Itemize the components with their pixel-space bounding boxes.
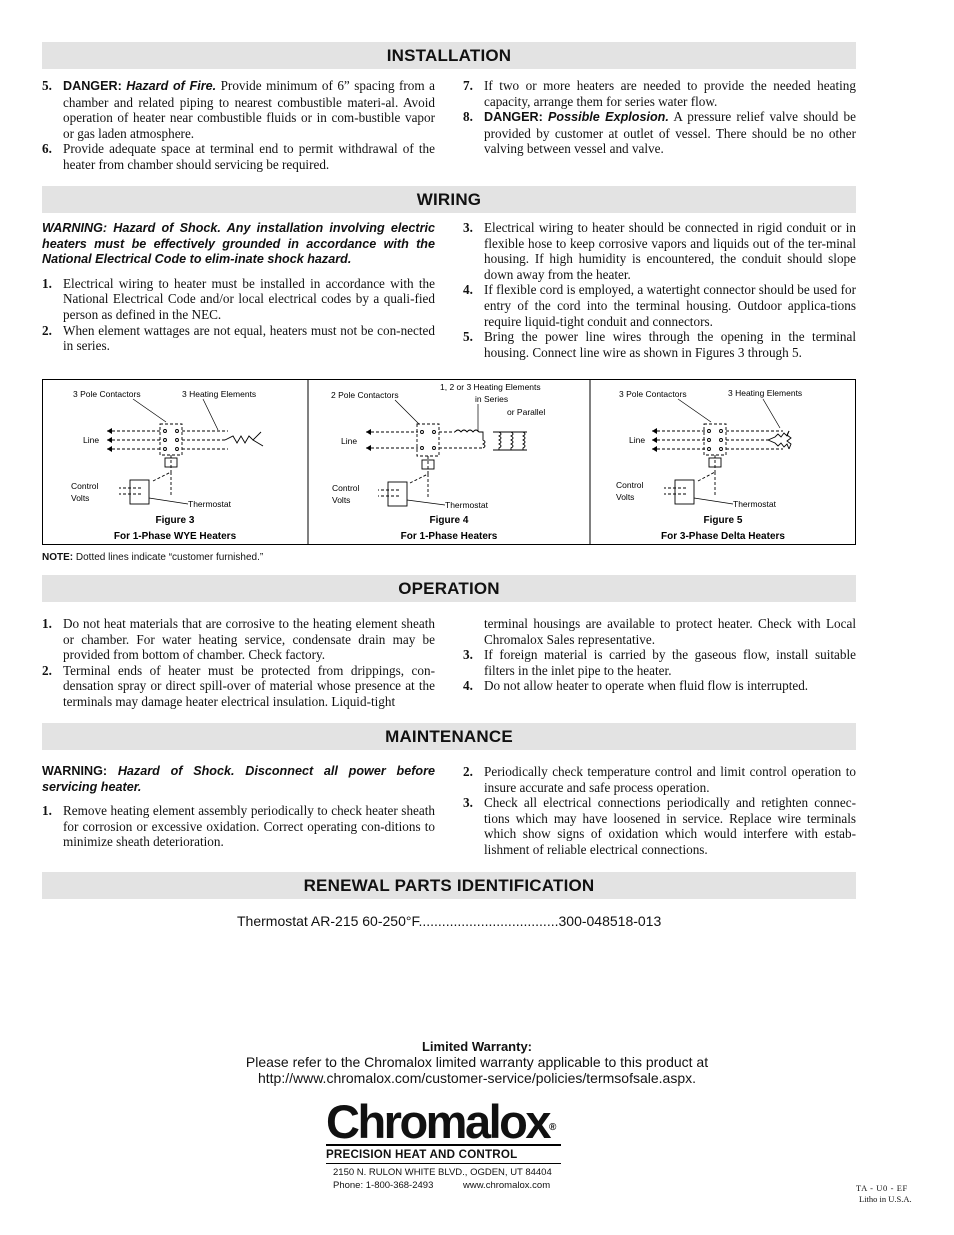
registered-mark: ® bbox=[549, 1122, 557, 1133]
svg-text:2 Pole Contactors: 2 Pole Contactors bbox=[331, 390, 399, 400]
wiring-item-1: 1. Electrical wiring to heater must be installed in accordance with the National Electrical Code and/or local electrical codes by a quali-fied person as defined in the NEC. bbox=[42, 275, 435, 322]
svg-text:Line: Line bbox=[341, 436, 358, 446]
renewal-parts-header: RENEWAL PARTS IDENTIFICATION bbox=[42, 872, 856, 899]
svg-text:Thermostat: Thermostat bbox=[188, 499, 231, 509]
wiring-warning: WARNING: Hazard of Shock. Any installation involving electric heaters must be effectively grounded in accordance with the National Electrical Code to elim-inate shock hazard. bbox=[42, 221, 435, 267]
document-code: TA - U0 - EF bbox=[856, 1183, 908, 1193]
svg-text:Thermostat: Thermostat bbox=[445, 500, 488, 510]
renewal-part-line: Thermostat AR-215 60-250°F....................................300-048518-013 bbox=[237, 913, 662, 929]
svg-text:For 1-Phase WYE Heaters: For 1-Phase WYE Heaters bbox=[113, 531, 237, 542]
wiring-right-column bbox=[463, 220, 856, 360]
wiring-header: WIRING bbox=[42, 186, 856, 213]
maintenance-header: MAINTENANCE bbox=[42, 723, 856, 750]
warranty-title: Limited Warranty: bbox=[421, 1039, 533, 1054]
warranty-text-line-2: http://www.chromalox.com/customer-service/policies/termsofsale.aspx. bbox=[257, 1070, 697, 1086]
operation-item-1: 1. Do not heat materials that are corrosive to the heating element sheath or chamber. For water heating service, condensate drain may be provided from bottom of chamber. Check factory. bbox=[42, 616, 435, 663]
maintenance-item-3: 3. Check all electrical connections periodically and retighten connec-tions which may have loosened in service. Replace wire terminals which show signs of oxidation which would interfere with estab-lishment of reliable electrical connections. bbox=[463, 795, 856, 857]
litho-note: Litho in U.S.A. bbox=[859, 1194, 912, 1204]
installation-header: INSTALLATION bbox=[42, 42, 856, 69]
svg-text:Control: Control bbox=[332, 483, 360, 493]
installation-item-7: 7. If two or more heaters are needed to provide the needed heating capacity, arrange them for series water flow. bbox=[463, 78, 856, 109]
installation-item-6: 6. Provide adequate space at terminal end to permit withdrawal of the heater from chamber should servicing be required. bbox=[42, 141, 435, 172]
maintenance-right-column bbox=[463, 764, 856, 858]
svg-text:3 Heating Elements: 3 Heating Elements bbox=[728, 388, 803, 398]
operation-header: OPERATION bbox=[42, 575, 856, 602]
svg-text:Line: Line bbox=[83, 435, 100, 445]
wiring-figures-diagram bbox=[43, 380, 855, 544]
installation-left-column bbox=[42, 78, 435, 173]
svg-text:Figure 4: Figure 4 bbox=[429, 515, 469, 526]
operation-right-column bbox=[463, 616, 856, 694]
maintenance-left-column bbox=[42, 764, 435, 850]
figure-4 bbox=[331, 382, 545, 542]
installation-item-8: 8. DANGER: Possible Explosion. A pressure relief valve should be provided by customer at outlet of vessel. There should be no other valving between vessel and valve. bbox=[463, 109, 856, 157]
company-phone: Phone: 1-800-368-2493 bbox=[333, 1180, 434, 1191]
operation-item-2-continued: terminal housings are available to protect heater. Check with Local Chromalox Sales representative. bbox=[484, 616, 856, 647]
company-website: www.chromalox.com bbox=[463, 1180, 551, 1191]
svg-text:Volts: Volts bbox=[332, 495, 351, 505]
operation-item-4: 4. Do not allow heater to operate when fluid flow is interrupted. bbox=[463, 678, 809, 694]
figures-note: NOTE: Dotted lines indicate “customer furnished.” bbox=[42, 552, 264, 563]
operation-item-2: 2. Terminal ends of heater must be protected from drippings, con-densation spray or direct spill-over of material whose presence at the terminals may damage heater electrical insulation. Liquid-tight bbox=[42, 662, 435, 709]
svg-text:3 Heating Elements: 3 Heating Elements bbox=[182, 389, 257, 399]
wiring-item-3: 3. Electrical wiring to heater should be connected in rigid conduit or in flexible hose to keep corrosive vapors and liquids out of the ter-minal housing. If high humidity is encountered, the conduit should slope down away from the heater. bbox=[463, 220, 856, 282]
svg-text:For 3-Phase Delta Heaters: For 3-Phase Delta Heaters bbox=[661, 531, 785, 542]
operation-left-column bbox=[42, 616, 435, 710]
svg-text:3 Pole Contactors: 3 Pole Contactors bbox=[619, 389, 687, 399]
svg-text:Figure 5: Figure 5 bbox=[703, 515, 743, 526]
svg-text:Volts: Volts bbox=[71, 493, 90, 503]
wiring-item-4: 4. If flexible cord is employed, a watertight connector should be used for entry of the cord into the terminal housing. Outdoor applica-tions require liquid-tight conduit and connectors. bbox=[463, 282, 856, 329]
svg-text:1, 2 or 3 Heating Elements: 1, 2 or 3 Heating Elements bbox=[440, 382, 541, 392]
svg-text:Control: Control bbox=[616, 480, 644, 490]
svg-text:in Series: in Series bbox=[475, 394, 509, 404]
svg-text:or Parallel: or Parallel bbox=[507, 407, 546, 417]
figure-3 bbox=[71, 389, 263, 542]
wiring-item-5: 5. Bring the power line wires through the opening in the terminal housing. Connect line wire as shown in Figures 3 through 5. bbox=[463, 329, 856, 360]
svg-text:Thermostat: Thermostat bbox=[733, 499, 776, 509]
svg-text:Volts: Volts bbox=[616, 492, 635, 502]
svg-text:Figure 3: Figure 3 bbox=[155, 515, 195, 526]
svg-text:Control: Control bbox=[71, 481, 99, 491]
logo-wordmark: Chromalox bbox=[326, 1095, 549, 1148]
svg-text:For 1-Phase Heaters: For 1-Phase Heaters bbox=[400, 531, 498, 542]
chromalox-logo bbox=[326, 1095, 576, 1164]
maintenance-warning: WARNING: Hazard of Shock. Disconnect all power before servicing heater. bbox=[42, 764, 435, 794]
wiring-left-column bbox=[42, 221, 435, 354]
wiring-figures-box bbox=[42, 379, 856, 545]
figure-5 bbox=[616, 388, 802, 542]
wiring-item-2: 2. When element wattages are not equal, heaters must not be con-nected in series. bbox=[42, 322, 435, 354]
logo-tagline: PRECISION HEAT AND CONTROL bbox=[326, 1148, 518, 1161]
installation-right-column bbox=[463, 78, 856, 157]
company-address: 2150 N. RULON WHITE BLVD., OGDEN, UT 84404 bbox=[333, 1167, 552, 1178]
operation-item-3: 3. If foreign material is carried by the gaseous flow, install suitable filters in the inlet pipe to the heater. bbox=[463, 647, 856, 678]
svg-text:Line: Line bbox=[629, 435, 646, 445]
warranty-text-line-1: Please refer to the Chromalox limited warranty applicable to this product at bbox=[245, 1054, 709, 1070]
maintenance-item-1: 1. Remove heating element assembly periodically to check heater sheath for corrosion or excessive oxidation. Correct operating con-ditions to minimize sheath deterioration. bbox=[42, 803, 435, 850]
maintenance-item-2: 2. Periodically check temperature control and limit control operation to insure accurate and safe process operation. bbox=[463, 764, 856, 795]
installation-item-5: 5. DANGER: Hazard of Fire. Provide minimum of 6” spacing from a chamber and related piping to nearest combustible materi-al. Avoid operation of heater near combustible fluids or in com-bustible vapor or gas laden atmosphere. bbox=[42, 78, 435, 141]
svg-text:3 Pole Contactors: 3 Pole Contactors bbox=[73, 389, 141, 399]
